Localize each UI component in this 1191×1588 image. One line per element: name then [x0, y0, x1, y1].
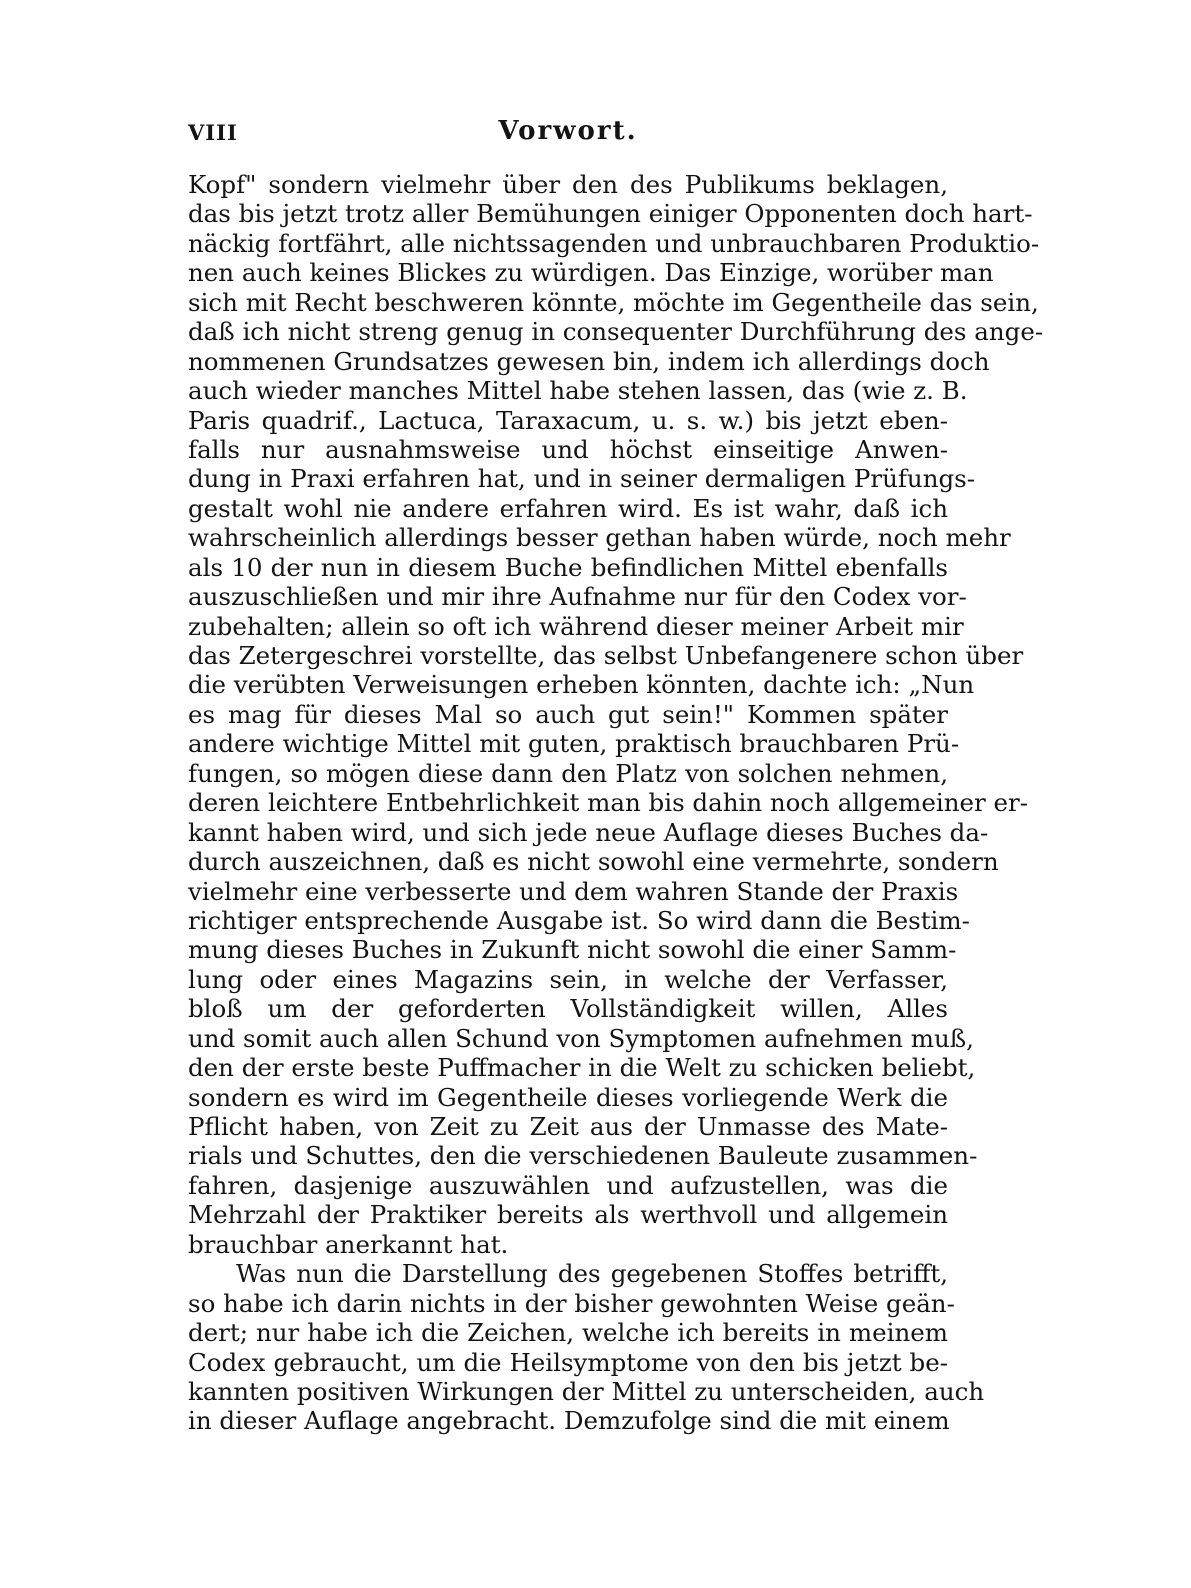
text-line: brauchbar anerkannt hat. — [188, 1229, 509, 1259]
text-line: fahren, dasjenige auszuwählen und aufzustellen, was die — [188, 1170, 948, 1200]
text-line: Mehrzahl der Praktiker bereits als werthvoll und allgemein — [188, 1200, 948, 1230]
text-line: mung dieses Buches in Zukunft nicht sowohl die einer Samm- — [188, 935, 957, 965]
text-line: zubehalten; allein so oft ich während dieser meiner Arbeit mir — [188, 611, 964, 641]
text-line: nen auch keines Blickes zu würdigen. Das Einzige, worüber man — [188, 258, 994, 288]
text-line: kannt haben wird, und sich jede neue Auflage dieses Buches da- — [188, 817, 989, 847]
text-line: Was nun die Darstellung des gegebenen Stoffes betrifft, — [236, 1259, 948, 1289]
body-text — [188, 170, 1044, 1436]
text-line: gestalt wohl nie andere erfahren wird. Es ist wahr, daß ich — [188, 493, 948, 523]
text-line: auch wieder manches Mittel habe stehen lassen, das (wie z. B. — [188, 376, 968, 406]
text-line: das Zetergeschrei vorstellte, das selbst Unbefangenere schon über — [188, 641, 1024, 670]
text-line: sondern es wird im Gegentheile dieses vorliegende Werk die — [188, 1082, 948, 1112]
running-title: Vorwort. — [498, 116, 638, 146]
text-line: andere wichtige Mittel mit guten, praktisch brauchbaren Prü- — [188, 729, 960, 759]
text-line: deren leichtere Entbehrlichkeit man bis dahin noch allgemeiner er- — [188, 788, 1029, 818]
text-line: falls nur ausnahmsweise und höchst einseitige Anwen- — [188, 434, 948, 464]
text-line: richtiger entsprechende Ausgabe ist. So wird dann die Bestim- — [188, 905, 970, 935]
text-line: es mag für dieses Mal so auch gut sein!" Kommen später — [188, 699, 948, 729]
text-line: auszuschließen und mir ihre Aufnahme nur für den Codex vor- — [188, 582, 967, 612]
text-line: kannten positiven Wirkungen der Mittel zu unterscheiden, auch — [188, 1376, 985, 1406]
text-line: dert; nur habe ich die Zeichen, welche ich bereits in meinem — [188, 1318, 948, 1348]
page-number: VIII — [188, 120, 238, 145]
text-line: das bis jetzt trotz aller Bemühungen einiger Opponenten doch hart- — [188, 199, 1033, 229]
text-line: in dieser Auflage angebracht. Demzufolge sind die mit einem — [188, 1406, 950, 1436]
text-line: und somit auch allen Schund von Symptomen aufnehmen muß, — [188, 1023, 974, 1053]
text-line: nommenen Grundsatzes gewesen bin, indem ich allerdings doch — [188, 346, 990, 376]
text-line: daß ich nicht streng genug in consequenter Durchführung des ange- — [188, 317, 1044, 347]
text-line: näckig fortfährt, alle nichtssagenden und unbrauchbaren Produktio- — [188, 228, 1040, 258]
text-line: Pflicht haben, von Zeit zu Zeit aus der Unmasse des Mate- — [188, 1112, 948, 1141]
text-line: den der erste beste Puffmacher in die Welt zu schicken beliebt, — [188, 1053, 976, 1083]
text-line: bloß um der geforderten Vollständigkeit willen, Alles — [188, 994, 948, 1024]
text-line: rials und Schuttes, den die verschiedenen Bauleute zusammen- — [188, 1141, 978, 1171]
text-line: sich mit Recht beschweren könnte, möchte im Gegentheile das sein, — [188, 287, 1039, 317]
text-line: die verübten Verweisungen erheben könnten, dachte ich: „Nun — [188, 670, 975, 700]
text-line: fungen, so mögen diese dann den Platz von solchen nehmen, — [188, 758, 948, 788]
text-line: Paris quadrif., Lactuca, Taraxacum, u. s. w.) bis jetzt eben- — [188, 405, 948, 435]
running-head — [188, 112, 948, 152]
text-line: wahrscheinlich allerdings besser gethan haben würde, noch mehr — [188, 523, 1011, 553]
text-line: lung oder eines Magazins sein, in welche der Verfasser, — [188, 964, 948, 994]
text-line: Kopf" sondern vielmehr über den des Publikums beklagen, — [188, 170, 948, 199]
text-line: als 10 der nun in diesem Buche befindlichen Mittel ebenfalls — [188, 552, 948, 582]
text-line: durch auszeichnen, daß es nicht sowohl eine vermehrte, sondern — [188, 847, 999, 877]
text-line: Codex gebraucht, um die Heilsymptome von den bis jetzt be- — [188, 1347, 948, 1377]
text-line: vielmehr eine verbesserte und dem wahren Stande der Praxis — [188, 876, 959, 906]
text-line: dung in Praxi erfahren hat, und in seiner dermaligen Prüfungs- — [188, 464, 976, 494]
text-line: so habe ich darin nichts in der bisher gewohnten Weise geän- — [188, 1288, 955, 1318]
